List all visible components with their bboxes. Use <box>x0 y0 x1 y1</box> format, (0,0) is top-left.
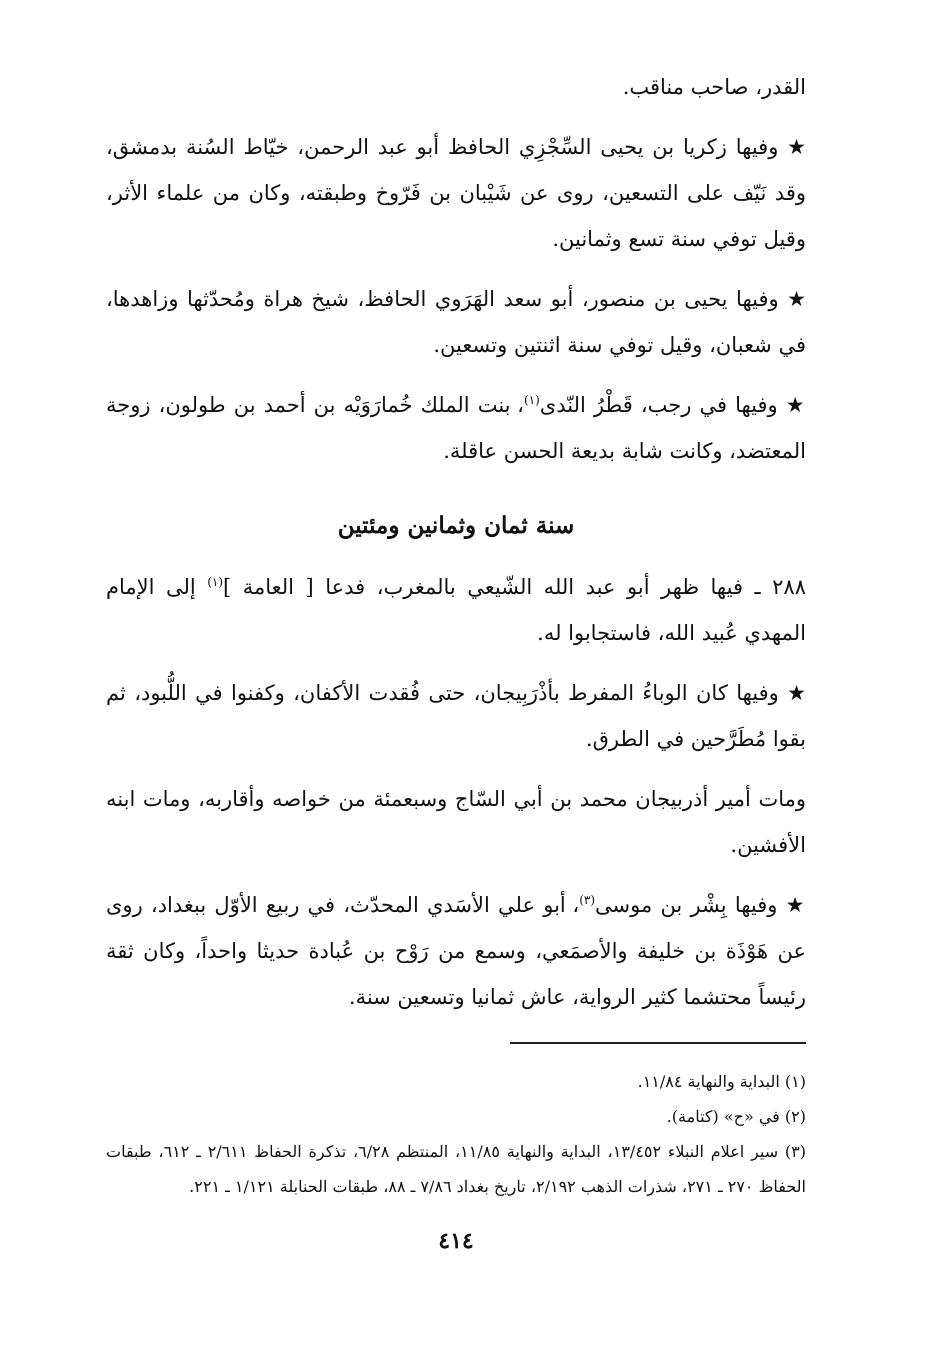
footnote-ref[interactable]: (١) <box>207 575 224 589</box>
text-segment: ٢٨٨ ـ فيها ظهر أبو عبد الله الشّيعي بالمغرب، فدعا [ العامة ] <box>223 575 806 599</box>
paragraph-text: القدر، صاحب مناقب. <box>622 75 806 99</box>
paragraph-text <box>106 882 806 1020</box>
paragraph-bishr <box>106 882 806 1020</box>
paragraph-year-288 <box>106 564 806 656</box>
paragraph-continuation <box>106 64 806 110</box>
paragraph-emir-death <box>106 776 806 868</box>
footnote-1: (١) البداية والنهاية ١١/٨٤. <box>637 1072 806 1091</box>
paragraph-text: ★ وفيها يحيى بن منصور، أبو سعد الهَرَوي الحافظ، شيخ هراة ومُحدّثها وزاهدها، في شعبان، وقيل توفي سنة اثنتين وتسعين. <box>106 287 806 357</box>
section-heading: سنة ثمان وثمانين ومئتين <box>337 512 575 539</box>
paragraph-text: ★ وفيها زكريا بن يحيى السِّجْزِي الحافظ أبو عبد الرحمن، خيّاط السُنة بدمشق، وقد نَيّف على التسعين، روى عن شَيْبان بن فَرّوخ وطبقته، وكان من علماء الأثر، وقيل توفي سنة تسع وثمانين. <box>106 135 806 251</box>
paragraph-yahya <box>106 276 806 368</box>
text-segment: إلى الإمام المهدي عُبيد الله، فاستجابوا له. <box>106 575 806 645</box>
footnotes <box>106 1064 806 1204</box>
footnote-ref[interactable]: (٣) <box>579 893 596 907</box>
paragraph-text: ★ وفيها كان الوباءُ المفرط بأذْرَبِيجان، حتى فُقدت الأكفان، وكفنوا في اللُّبود، ثم بقوا مُطَرَّحين في الطرق. <box>106 681 806 751</box>
paragraph-text: ومات أمير أذربيجان محمد بن أبي السّاج وسبعمئة من خواصه وأقاربه، ومات ابنه الأفشين. <box>106 787 806 857</box>
footnote-ref[interactable]: (١) <box>523 393 540 407</box>
footnote-divider <box>510 1042 806 1044</box>
paragraph-text <box>106 564 806 656</box>
text-segment: ★ وفيها في رجب، قَطْرُ النّدى <box>539 393 806 417</box>
text-segment: ★ وفيها بِشْر بن موسى <box>595 893 806 917</box>
footnote-3: (٣) سير اعلام النبلاء ١٣/٤٥٢، البداية والنهاية ١١/٨٥، المنتظم ٦/٢٨، تذكرة الحفاظ ٢/٦١١ ـ ٦١٢، طبقات الحفاظ ٢٧٠ ـ ٢٧١، شذرات الذهب ٢/١٩٢، تاريخ بغداد ٧/٨٦ ـ ٨٨، طبقات الحنابلة ١/١٢١ ـ ٢٢١. <box>106 1142 807 1196</box>
paragraph-qatr <box>106 382 806 474</box>
paragraph-plague <box>106 670 806 762</box>
page-number: ٤١٤ <box>438 1228 474 1254</box>
text-segment: ، بنت الملك خُمارَوَيْه بن أحمد بن طولون، زوجة المعتضد، وكانت شابة بديعة الحسن عاقلة. <box>106 393 806 463</box>
paragraph-text <box>106 382 806 474</box>
paragraph-zakariya <box>106 124 806 262</box>
footnote-2: (٢) في «ح» (كتامة). <box>666 1107 806 1126</box>
text-segment: ، أبو علي الأسَدي المحدّث، في ربيع الأوّل ببغداد، روى عن هَوْذَة بن خليفة والأصمَعي، وسمع من رَوْح بن عُبادة حديثا واحداً، وكان ثقة رئيساً محتشما كثير الرواية، عاش ثمانيا وتسعين سنة. <box>106 893 806 1009</box>
